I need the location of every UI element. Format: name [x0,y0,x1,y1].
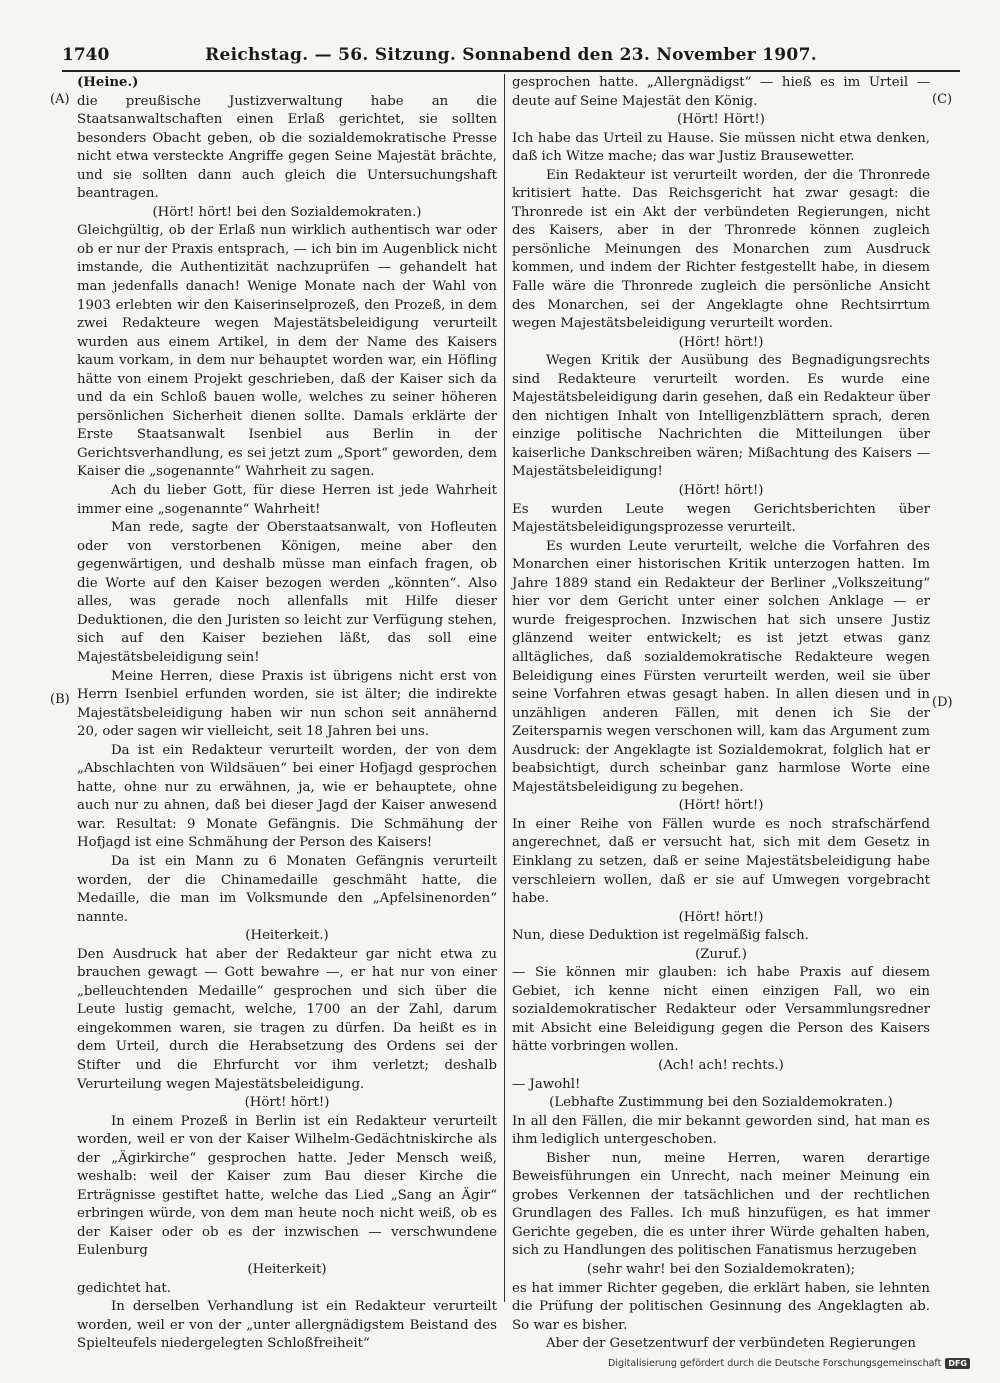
paragraph: die preußische Justizverwaltung habe an die Staatsanwaltschaften einen Erlaß gerichtet, sie sollten besonders Obacht geben, ob die sozialdemokratische Presse nicht etwa versteckte Angriffe gegen Seine Majestät brächte, und sie sollten dann auch gleich die Untersuchungshaft beantragen. [77,93,497,202]
interjection: (Heiterkeit) [247,1262,327,1277]
margin-marker-b: (B) [50,692,70,707]
paragraph: Ein Redakteur ist verurteilt worden, der die Thronrede kritisiert hatte. Das Reichsgericht hat zwar gesagt: die Thronrede ist ein Akt der verbündeten Regierungen, nicht des Kaisers, aber in der Thronrede können zugleich persönliche Meinungen des Monarchen zum Ausdruck kommen, und indem der Richter festgestellt habe, in diesem Falle wäre die Thronrede zugleich die persönliche Ansicht des Monarchen, sei der Angeklagte ohne Rechtsirrtum wegen Majestätsbeleidigung verurteilt worden. [512,167,930,332]
paragraph: Man rede, sagte der Oberstaatsanwalt, von Hofleuten oder von verstorbenen Königen, meine aber den gegenwärtigen, und deshalb müsse man einfach fragen, ob die Worte auf den Kaiser bezogen werden „könnten“. Also alles, was gerade noch allenfalls mit Hilfe dieser Deduktionen, die den Juristen so leicht zur Verfügung stehen, sich auf den Kaiser beziehen läßt, das soll eine Majestätsbeleidigung sein! [77,520,497,665]
left-column [77,74,497,1352]
interjection: (Hört! hört!) [678,483,764,499]
paragraph: Bisher nun, meine Herren, waren derartige Beweisführungen ein Unrecht, nach meiner Meinung ein grobes Verkennen der tatsächlichen und der rechtlichen Grundlagen des Falles. Ich muß hinzufügen, es hat immer Gerichte gegeben, die es unter ihrer Würde gehalten haben, sich zu Handlungen des politischen Fanatismus herzugeben [512,1150,930,1259]
paragraph: Gleichgültig, ob der Erlaß nun wirklich authentisch war oder ob er nur der Praxis entsprach, — ich bin im Augenblick nicht imstande, die Authentizität nachzuprüfen — gehandelt hat man jedenfalls danach! Wenige Monate nach der Wahl von 1903 erlebten wir den Kaiserinselprozeß, den Prozeß, in dem zwei Redakteure wegen Majestätsbeleidigung verurteilt wurden aus einem Artikel, in dem der Name des Kaisers kaum vorkam, in dem nur behauptet worden war, ein Höfling hätte von einem Projekt geschrieben, daß der Kaiser sich da und da ein Schloß bauen wolle, welches zu seiner höheren persönlichen Sicherheit dienen sollte. Damals erklärte der Erste Staatsanwalt Isenbiel aus Berlin in der Gerichtsverhandlung, es sei jetzt zum „Sport“ geworden, dem Kaiser die „sogenannte“ Wahrheit zu sagen. [77,223,497,480]
margin-marker-a: (A) [50,92,70,107]
paragraph: — Sie können mir glauben: ich habe Praxis auf diesem Gebiet, ich kenne nicht einen einzigen Fall, wo ein sozialdemokratischer Redakteur oder Versammlungsredner mit Absicht eine Beleidigung gegen die Person des Kaisers hätte vorbringen wollen. [512,965,930,1055]
margin-marker-d: (D) [932,695,953,710]
interjection: (Hört! hört!) [678,334,764,350]
paragraph: Da ist ein Mann zu 6 Monaten Gefängnis verurteilt worden, der die Chinamedaille geschmäht hatte, die Medaille, die man im Volksmunde den „Apfelsinenorden“ nannte. [77,853,497,925]
interjection: (Hört! hört!) [244,1095,330,1111]
paragraph: Ach du lieber Gott, für diese Herren ist jede Wahrheit immer eine „sogenannte“ Wahrheit! [77,483,497,517]
paragraph: Aber der Gesetzentwurf der verbündeten Regierungen [546,1336,916,1352]
paragraph: Wegen Kritik der Ausübung des Begnadigungsrechts sind Redakteure verurteilt worden. Es wurde eine Majestätsbeleidigung darin gesehen, daß ein Redakteur über den nichtigen Inhalt von Intelligenzblättern sprach, deren einzige politische Nachrichten die Mitteilungen über kaiserliche Dankschreiben wären; Mißachtung des Kaisers — Majestätsbeleidigung! [512,353,930,480]
interjection: (Hört! hört!) [678,909,764,925]
margin-marker-c: (C) [932,92,953,107]
paragraph: Nun, diese Deduktion ist regelmäßig falsch. [512,928,809,944]
paragraph: In einer Reihe von Fällen wurde es noch strafschärfend angerechnet, daß er versucht hat, sich mit dem Gesetz in Einklang zu setzen, daß er seine Majestätsbeleidigung habe verschleiern wollen, daß er sie auf Umwegen vorgebracht habe. [512,816,930,907]
paragraph: Den Ausdruck hat aber der Redakteur gar nicht etwa zu brauchen gewagt — Gott bewahre —, er hat nur von einer „belleuchtenden Medaille“ gesprochen und sich über die Leute lustig gemacht, welche, 1700 an der Zahl, darum eingekommen waren, sie tragen zu dürfen. Da heißt es in dem Urteil, durch die Herabsetzung des Ordens sei der Stifter und die Ehrfurcht vor ihm verletzt; deshalb Verurteilung wegen Majestätsbeleidigung. [77,946,497,1092]
paragraph: gedichtet hat. [77,1280,172,1296]
interjection: (Lebhafte Zustimmung bei den Sozialdemokraten.) [549,1095,893,1111]
speaker-name: (Heine.) [77,75,139,90]
footer-credit: Digitalisierung gefördert durch die Deutsche Forschungsgemeinschaft [608,1358,942,1369]
column-divider [504,74,505,1302]
paragraph: es hat immer Richter gegeben, die erklärt haben, sie lehnten die Prüfung der politischen Gesinnung des Angeklagten ab. So war es bisher. [512,1280,930,1333]
paragraph: Da ist ein Redakteur verurteilt worden, der von dem „Abschlachten von Wildsäuen“ bei einer Hofjagd gesprochen hatte, ohne nur zu erwähnen, ja, wie er behauptete, ohne auch nur zu ahnen, daß bei dieser Jagd der Kaiser anwesend war. Resultat: 9 Monate Gefängnis. Die Schmähung der Hofjagd ist eine Schmähung der Person des Kaisers! [77,742,497,851]
paragraph: — Jawohl! [512,1076,581,1092]
paragraph: Meine Herren, diese Praxis ist übrigens nicht erst von Herrn Isenbiel erfunden worden, sie ist älter; die indirekte Majestätsbeleidigung haben wir nun schon seit annähernd 20, oder sagen wir vielleicht, seit 18 Jahren bei uns. [77,668,497,740]
interjection: (Hört! Hört!) [677,112,765,128]
page-title: Reichstag. — 56. Sitzung. Sonnabend den 23. November 1907. [205,45,817,65]
paragraph: In all den Fällen, die mir bekannt geworden sind, hat man es ihm lediglich untergeschoben. [512,1113,930,1148]
interjection: (Hört! hört!) [678,798,764,814]
interjection: (Zuruf.) [695,946,747,962]
interjection: (sehr wahr! bei den Sozialdemokraten); [586,1262,856,1277]
footer [608,1358,970,1369]
paragraph: Es wurden Leute verurteilt, welche die Vorfahren des Monarchen einer historischen Kritik unterzogen hatten. Im Jahre 1889 stand ein Redakteur der Berliner „Volkszeitung“ hier vor dem Gericht unter einer solchen Anklage — er wurde freigesprochen. Inzwischen hat sich unsere Justiz glänzend weiter entwickelt; es ist jetzt etwas ganz alltägliches, daß sozialdemokratische Redakteure wegen Beleidigung eines Fürsten verurteilt werden, weil sie über seine Vorfahren etwas gesagt haben. In allen diesen und in unzähligen anderen Fällen, mit denen ich Sie der Zeitersparnis wegen verschonen will, kam das Argument zum Ausdruck: der Angeklagte ist Sozialdemokrat, folglich hat er beabsichtigt, durch scheinbar ganz harmlose Worte eine Majestätsbeleidigung zu begehen. [512,538,930,795]
page-header [62,40,960,72]
interjection: (Ach! ach! rechts.) [658,1057,784,1073]
paragraph: In derselben Verhandlung ist ein Redakteur verurteilt worden, weil er von der „unter allergnädigstem Beistand des Spielteufels niedergelegten Schloßfreiheit“ [77,1299,497,1352]
dfg-logo: DFG [945,1358,970,1369]
interjection: (Hört! hört! bei den Sozialdemokraten.) [152,204,422,220]
paragraph: gesprochen hatte. „Allergnädigst“ — hieß es im Urteil — deute auf Seine Majestät den König. [512,75,930,109]
paragraph: Es wurden Leute wegen Gerichtsberichten über Majestätsbeleidigungsprozesse verurteilt. [512,501,930,536]
paragraph: In einem Prozeß in Berlin ist ein Redakteur verurteilt worden, weil er von der Kaiser Wilhelm-Gedächtniskirche als der „Ägirkirche“ gesprochen hatte. Jeder Mensch weiß, weshalb: weil der Kaiser zum Bau dieser Kirche die Erträgnisse gestiftet hatte, welche das Lied „Sang an Ägir“ erbringen würde, von dem man heute noch nicht weiß, ob es der Kaiser oder ob es der inzwischen — verschwundene Eulenburg [77,1113,497,1259]
paragraph: Ich habe das Urteil zu Hause. Sie müssen nicht etwa denken, daß ich Witze mache; das war Justiz Brausewetter. [512,130,930,165]
interjection: (Heiterkeit.) [245,928,329,944]
page-number: 1740 [62,45,110,65]
right-column [512,74,930,1352]
